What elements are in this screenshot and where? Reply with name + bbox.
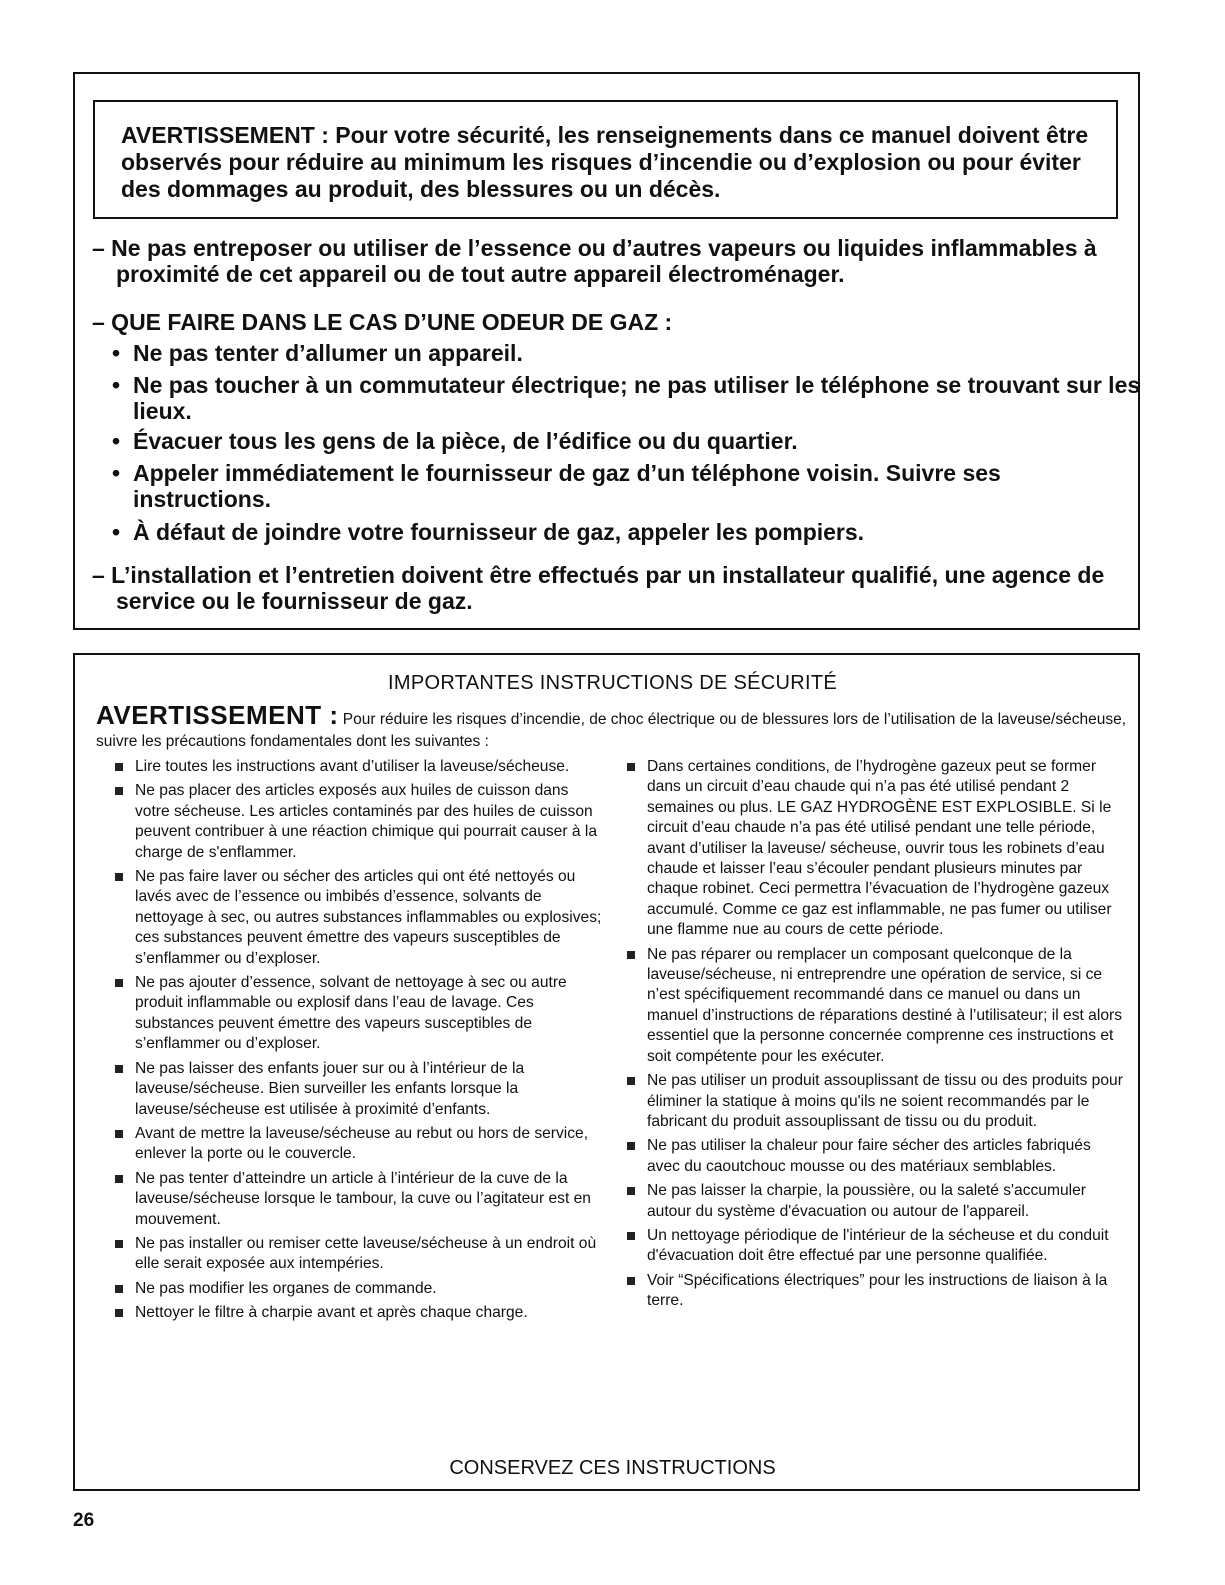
- list-item: Ne pas réparer ou remplacer un composant quelconque de la laveuse/sécheuse, ni entreprendre une opération de service, si ce n’est spécifiquement recommandé dans ce manuel ou dans un manuel d’instructions de réparations destiné à l’utilisateur; il est alors essentiel que la personne concernée comprenne ces instructions et soit compétente pour les exécuter.: [624, 945, 1124, 1067]
- list-item: Ne pas tenter d’atteindre un article à l’intérieur de la cuve de la laveuse/sécheuse lorsque le tambour, la cuve ou l’agitateur est en mouvement.: [112, 1169, 602, 1230]
- list-item: Lire toutes les instructions avant d’utiliser la laveuse/sécheuse.: [112, 757, 602, 777]
- gas-odor-heading: – QUE FAIRE DANS LE CAS D’UNE ODEUR DE GAZ :: [92, 309, 673, 335]
- list-item: Ne pas ajouter d’essence, solvant de nettoyage à sec ou autre produit inflammable ou explosif dans l’eau de lavage. Ces substances peuvent émettre des vapeurs susceptibles de s’enflammer ou d’exploser.: [112, 973, 602, 1055]
- gas-step: • Appeler immédiatement le fournisseur de gaz d’un téléphone voisin. Suivre ses instructions.: [112, 460, 1001, 512]
- gas-step: • Évacuer tous les gens de la pièce, de l’édifice ou du quartier.: [112, 428, 798, 454]
- list-item: Ne pas laisser la charpie, la poussière, ou la saleté s'accumuler autour du système d'évacuation ou autour de l'appareil.: [624, 1181, 1124, 1222]
- gas-step: • Ne pas toucher à un commutateur électrique; ne pas utiliser le téléphone se trouvant sur les lieux.: [112, 372, 1141, 424]
- square-bullet-icon: [627, 763, 635, 771]
- safety-list-right: [624, 757, 1124, 1316]
- conserve-instructions: CONSERVEZ CES INSTRUCTIONS: [449, 1457, 776, 1479]
- gas-step: • À défaut de joindre votre fournisseur de gaz, appeler les pompiers.: [112, 519, 865, 545]
- square-bullet-icon: [115, 1130, 123, 1138]
- square-bullet-icon: [115, 1309, 123, 1317]
- bullet-icon: •: [112, 519, 121, 545]
- square-bullet-icon: [627, 1232, 635, 1240]
- warning-header: AVERTISSEMENT : Pour votre sécurité, les renseignements dans ce manuel doivent être observés pour réduire au minimum les risques d’incendie ou d’explosion ou pour éviter des dommages au produit, des blessures ou un décès.: [121, 122, 1089, 202]
- square-bullet-icon: [115, 1175, 123, 1183]
- safety-list-left: [112, 757, 602, 1328]
- bullet-icon: •: [112, 460, 121, 486]
- list-item: Ne pas placer des articles exposés aux huiles de cuisson dans votre sécheuse. Les articles contaminés par des huiles de cuisson peuvent contribuer à une réaction chimique qui pourrait causer à la charge de s'enflammer.: [112, 781, 602, 863]
- square-bullet-icon: [627, 1277, 635, 1285]
- safety-warning: [96, 700, 1127, 753]
- bullet-icon: •: [112, 428, 121, 454]
- square-bullet-icon: [115, 763, 123, 771]
- square-bullet-icon: [115, 873, 123, 881]
- list-item: Ne pas modifier les organes de commande.: [112, 1279, 602, 1299]
- square-bullet-icon: [627, 1187, 635, 1195]
- square-bullet-icon: [115, 979, 123, 987]
- bullet-icon: •: [112, 340, 121, 366]
- warning-label: AVERTISSEMENT :: [96, 700, 339, 730]
- square-bullet-icon: [627, 1077, 635, 1085]
- square-bullet-icon: [115, 1065, 123, 1073]
- square-bullet-icon: [115, 787, 123, 795]
- list-item: Ne pas laisser des enfants jouer sur ou à l’intérieur de la laveuse/sécheuse. Bien surveiller les enfants lorsque la laveuse/sécheuse est utilisée à proximité d’enfants.: [112, 1059, 602, 1120]
- square-bullet-icon: [115, 1285, 123, 1293]
- warning-item-installation: – L’installation et l’entretien doivent être effectués par un installateur qualifié, une agence de service ou le fournisseur de gaz.: [92, 562, 1105, 614]
- list-item: Avant de mettre la laveuse/sécheuse au rebut ou hors de service, enlever la porte ou le couvercle.: [112, 1124, 602, 1165]
- gas-step: • Ne pas tenter d’allumer un appareil.: [112, 340, 523, 366]
- square-bullet-icon: [627, 1142, 635, 1150]
- list-item: Ne pas faire laver ou sécher des articles qui ont été nettoyés ou lavés avec de l’essence ou imbibés d’essence, solvants de nettoyage à sec, ou autres substances inflammables ou explosives; ces substances peuvent émettre des vapeurs susceptibles de s’enflammer ou d’exploser.: [112, 867, 602, 969]
- list-item: Voir “Spécifications électriques” pour les instructions de liaison à la terre.: [624, 1271, 1124, 1312]
- bullet-icon: •: [112, 372, 121, 398]
- list-item: Un nettoyage périodique de l'intérieur de la sécheuse et du conduit d'évacuation doit être effectué par une personne qualifiée.: [624, 1226, 1124, 1267]
- page-number: 26: [73, 1510, 95, 1531]
- square-bullet-icon: [627, 951, 635, 959]
- list-item: Ne pas utiliser la chaleur pour faire sécher des articles fabriqués avec du caoutchouc mousse ou des matériaux semblables.: [624, 1136, 1124, 1177]
- warning-item-gasoline: – Ne pas entreposer ou utiliser de l’essence ou d’autres vapeurs ou liquides inflammables à proximité de cet appareil ou de tout autre appareil électroménager.: [92, 235, 1097, 287]
- safety-title: IMPORTANTES INSTRUCTIONS DE SÉCURITÉ: [388, 672, 837, 694]
- list-item: Dans certaines conditions, de l’hydrogène gazeux peut se former dans un circuit d’eau chaude qui n’a pas été utilisé pendant 2 semaines ou plus. LE GAZ HYDROGÈNE EST EXPLOSIBLE. Si le circuit d’eau chaude n’a pas été utilisé pendant une telle période, avant d’utiliser la laveuse/ sécheuse, ouvrir tous les robinets d’eau chaude et laisser l’eau s’écouler pendant plusieurs minutes par chaque robinet. Ceci permettra l’évacuation de l’hydrogène gazeux accumulé. Comme ce gaz est inflammable, ne pas fumer ou utiliser une flamme nue au cours de cette période.: [624, 757, 1124, 941]
- list-item: Nettoyer le filtre à charpie avant et après chaque charge.: [112, 1303, 602, 1323]
- list-item: Ne pas installer ou remiser cette laveuse/sécheuse à un endroit où elle serait exposée aux intempéries.: [112, 1234, 602, 1275]
- warning-header-box: [93, 100, 1118, 219]
- square-bullet-icon: [115, 1240, 123, 1248]
- list-item: Ne pas utiliser un produit assouplissant de tissu ou des produits pour éliminer la statique à moins qu'ils ne soient recommandés par le fabricant du produit assouplissant de tissu ou du produit.: [624, 1071, 1124, 1132]
- warning-text: Pour réduire les risques d’incendie, de choc électrique ou de blessures lors de l’utilisation de la laveuse/sécheuse, suivre les précautions fondamentales dont les suivantes :: [96, 711, 1127, 750]
